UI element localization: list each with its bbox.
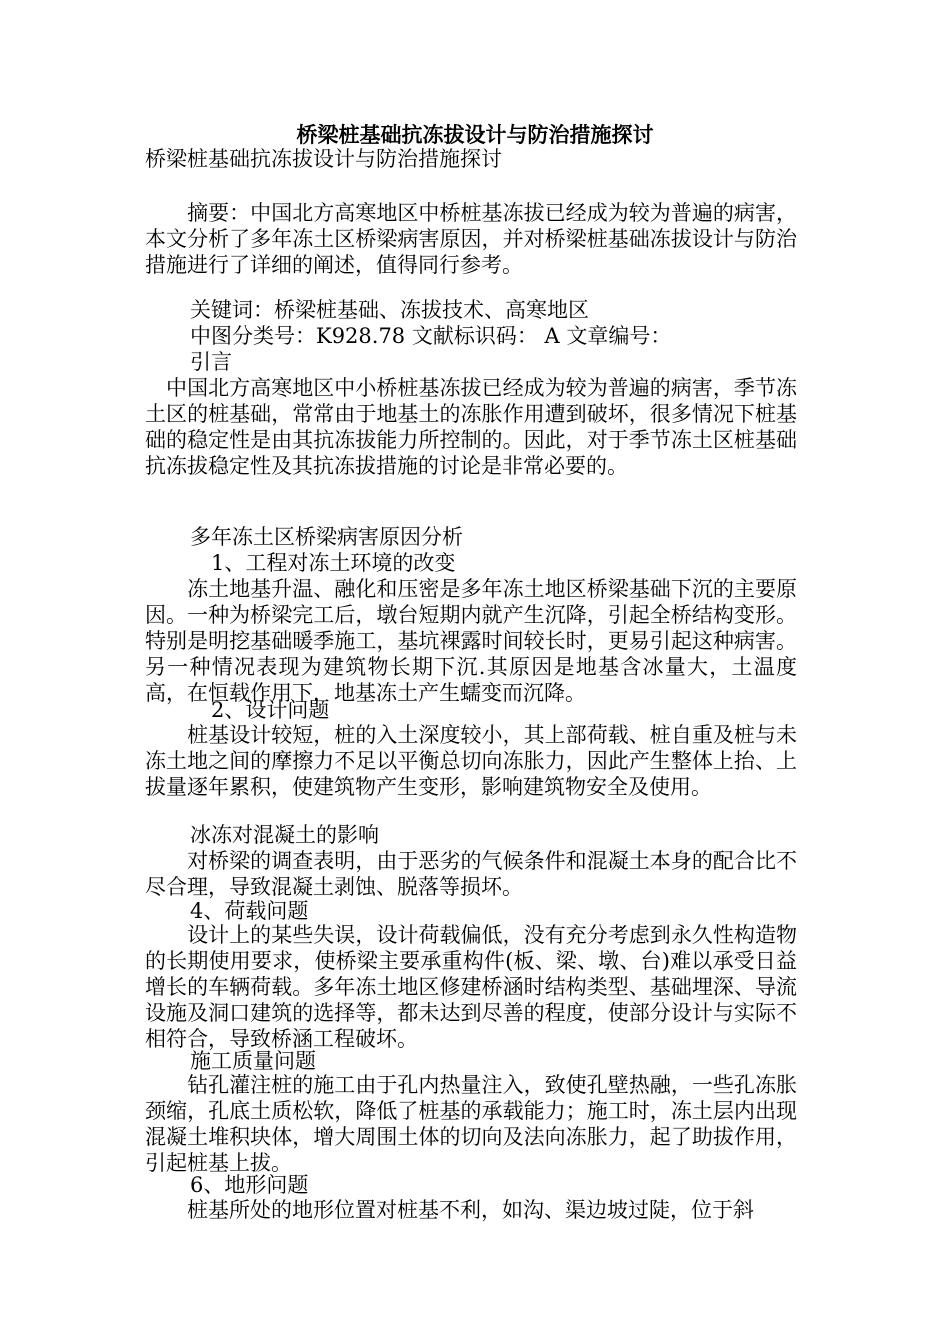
intro-paragraph: 中国北方高寒地区中小桥桩基冻拔已经成为较为普遍的病害，季节冻土区的桩基础，常常由于地基土的冻胀作用遭到破坏，很多情况下桩基础的稳定性是由其抗冻拔能力所控制的。因此，对于季节冻土区桩基础抗冻拔稳定性及其抗冻拔措施的讨论是非常必要的。 xyxy=(145,376,797,478)
document-subtitle: 桥梁桩基础抗冻拔设计与防治措施探讨 xyxy=(145,147,502,171)
section-5-heading: 施工质量问题 xyxy=(190,1049,316,1073)
section-2-heading: 2、设计问题 xyxy=(190,698,330,722)
classification-line: 中图分类号：K928.78 文献标识码： A 文章编号： xyxy=(190,324,672,348)
section-1-heading: 1、工程对冻土环境的改变 xyxy=(190,551,456,575)
keywords-line: 关键词：桥梁桩基础、冻拔技术、高寒地区 xyxy=(190,298,589,322)
section-6-heading: 6、地形问题 xyxy=(190,1173,309,1197)
section-4-paragraph: 设计上的某些失误，设计荷载偏低，没有充分考虑到永久性构造物的长期使用要求，使桥梁主要承重构件(板、梁、墩、台)难以承受日益增长的车辆荷载。多年冻土地区修建桥涵时结构类型、基础埋深、导流设施及洞口建筑的选择等，都未达到尽善的程度，使部分设计与实际不相符合，导致桥涵工程破坏。 xyxy=(145,923,797,1051)
intro-heading: 引言 xyxy=(190,350,232,374)
abstract-paragraph: 摘要：中国北方高寒地区中桥桩基冻拔已经成为较为普遍的病害，本文分析了多年冻土区桥梁病害原因，并对桥梁桩基础冻拔设计与防治措施进行了详细的阐述，值得同行参考。 xyxy=(145,201,797,277)
document-title: 桥梁桩基础抗冻拔设计与防治措施探讨 xyxy=(296,122,654,147)
section-6-paragraph: 桩基所处的地形位置对桩基不利，如沟、渠边坡过陡，位于斜 xyxy=(145,1198,754,1222)
analysis-heading: 多年冻土区桥梁病害原因分析 xyxy=(190,525,463,549)
section-3-heading: 冰冻对混凝土的影响 xyxy=(190,823,379,847)
section-5-paragraph: 钻孔灌注桩的施工由于孔内热量注入，致使孔壁热融，一些孔冻胀颈缩，孔底土质松软，降低了桩基的承载能力；施工时，冻土层内出现混凝土堆积块体，增大周围土体的切向及法向冻胀力，起了助拔作用，引起桩基上拔。 xyxy=(145,1073,797,1175)
section-4-heading: 4、荷载问题 xyxy=(190,899,309,923)
section-2-paragraph: 桩基设计较短，桩的入土深度较小，其上部荷载、桩自重及桩与未冻土地之间的摩擦力不足以平衡总切向冻胀力，因此产生整体上抬、上拔量逐年累积，使建筑物产生变形，影响建筑物安全及使用。 xyxy=(145,723,797,799)
section-1-paragraph: 冻土地基升温、融化和压密是多年冻土地区桥梁基础下沉的主要原因。一种为桥梁完工后，墩台短期内就产生沉降，引起全桥结构变形。特别是明挖基础暖季施工，基坑裸露时间较长时，更易引起这种病害。另一种情况表现为建筑物长期下沉.其原因是地基含冰量大，土温度高，在恒载作用下，地基冻土产生蠕变而沉降。 xyxy=(145,577,797,705)
section-3-paragraph: 对桥梁的调查表明，由于恶劣的气候条件和混凝土本身的配合比不尽合理，导致混凝土剥蚀、脱落等损坏。 xyxy=(145,849,797,899)
